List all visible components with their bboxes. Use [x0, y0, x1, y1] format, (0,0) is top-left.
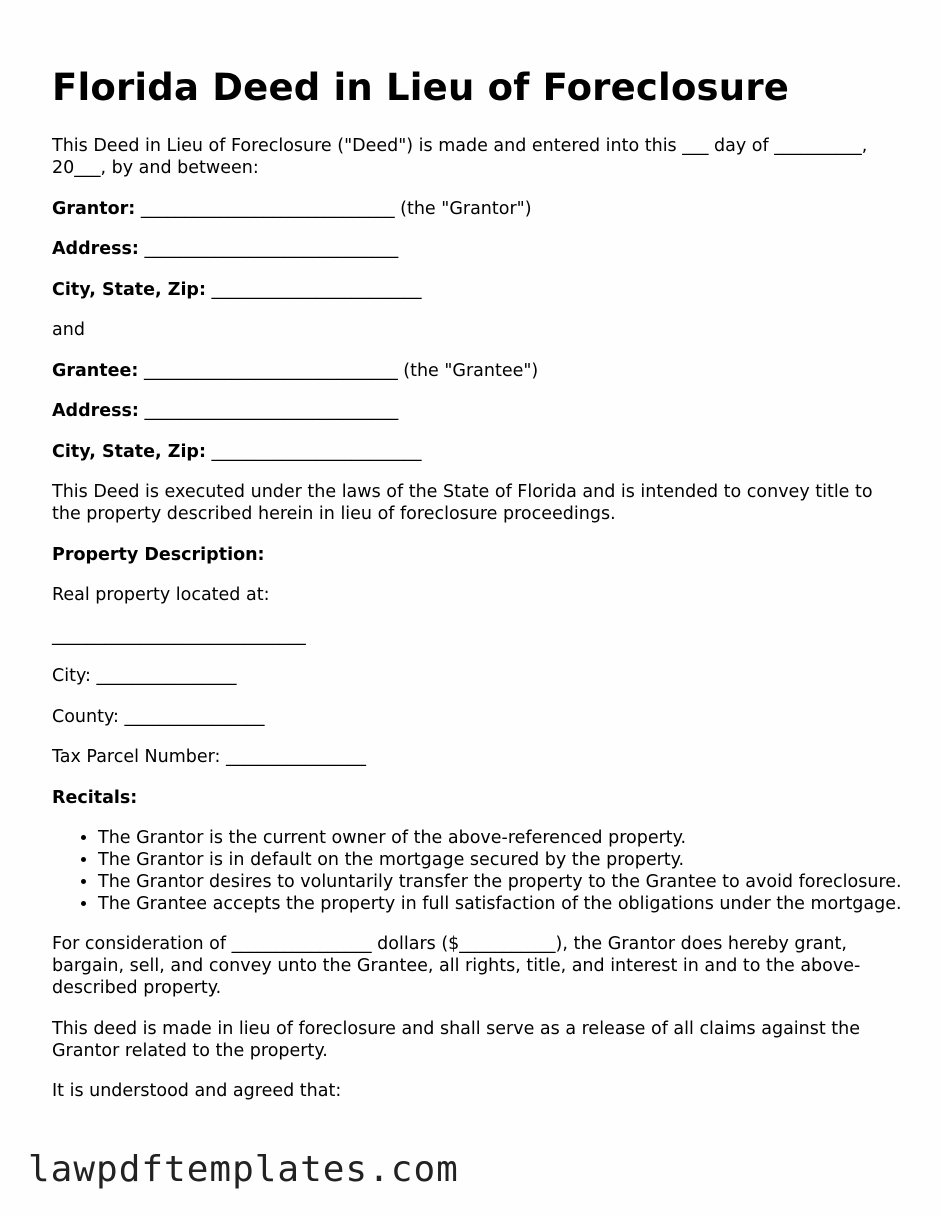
grantor-city-label: City, State, Zip:	[52, 279, 206, 300]
property-county: County: ________________	[52, 706, 265, 727]
list-item: • The Grantee accepts the property in full satisfaction of the obligations under the mortgage.	[98, 893, 902, 915]
property-address-blank: _____________________________	[52, 625, 306, 646]
grantee-address-label: Address:	[52, 401, 139, 421]
property-tax-parcel: Tax Parcel Number: ________________	[52, 747, 367, 767]
grantor-line	[52, 198, 902, 220]
property-located-at: Real property located at:	[52, 585, 270, 605]
understood-paragraph: It is understood and agreed that:	[52, 1081, 342, 1101]
grantee-city-line	[52, 441, 902, 463]
list-item: • The Grantor desires to voluntarily transfer the property to the Grantee to avoid foreclosure.	[98, 871, 902, 893]
grantor-address-label: Address:	[52, 239, 139, 259]
and-text: and	[52, 320, 85, 340]
grantor-city-blank: ________________________	[205, 279, 422, 300]
grantor-address-line	[52, 238, 902, 260]
grantor-blank: _____________________________ (the "Grantor")	[135, 198, 532, 219]
document-page	[52, 66, 902, 1121]
grantee-address-line	[52, 400, 902, 422]
grantee-line	[52, 360, 902, 382]
list-item: • The Grantor is the current owner of the above-referenced property.	[98, 827, 902, 849]
recitals-list	[52, 827, 902, 915]
recitals-heading: Recitals:	[52, 787, 138, 808]
intro-paragraph: This Deed in Lieu of Foreclosure ("Deed") is made and entered into this ___ day of __________, 20___, by and between:	[52, 136, 868, 178]
grantee-city-label: City, State, Zip:	[52, 441, 206, 462]
grantor-city-line	[52, 279, 902, 301]
property-city: City: ________________	[52, 666, 237, 686]
release-paragraph: This deed is made in lieu of foreclosure and shall serve as a release of all claims against the Grantor related to the property.	[52, 1018, 861, 1061]
grantee-address-blank: _____________________________	[138, 401, 399, 421]
grantee-blank: _____________________________ (the "Grantee")	[138, 360, 539, 381]
document-title: Florida Deed in Lieu of Foreclosure	[52, 66, 790, 109]
grantee-city-blank: ________________________	[205, 441, 422, 462]
grantor-address-blank: _____________________________	[138, 239, 399, 259]
grantor-label: Grantor:	[52, 198, 136, 219]
list-item: • The Grantor is in default on the mortgage secured by the property.	[98, 849, 902, 871]
grantee-label: Grantee:	[52, 360, 139, 381]
executed-paragraph: This Deed is executed under the laws of the State of Florida and is intended to convey title to the property described herein in lieu of foreclosure proceedings.	[52, 482, 873, 524]
property-heading: Property Description:	[52, 544, 265, 565]
watermark-logo: lawpdftemplates.com	[28, 1149, 459, 1190]
consideration-paragraph: For consideration of ________________ dollars ($___________), the Grantor does hereby grant, bargain, sell, and convey unto the Grantee, all rights, title, and interest in and to the above-described property.	[52, 934, 861, 998]
